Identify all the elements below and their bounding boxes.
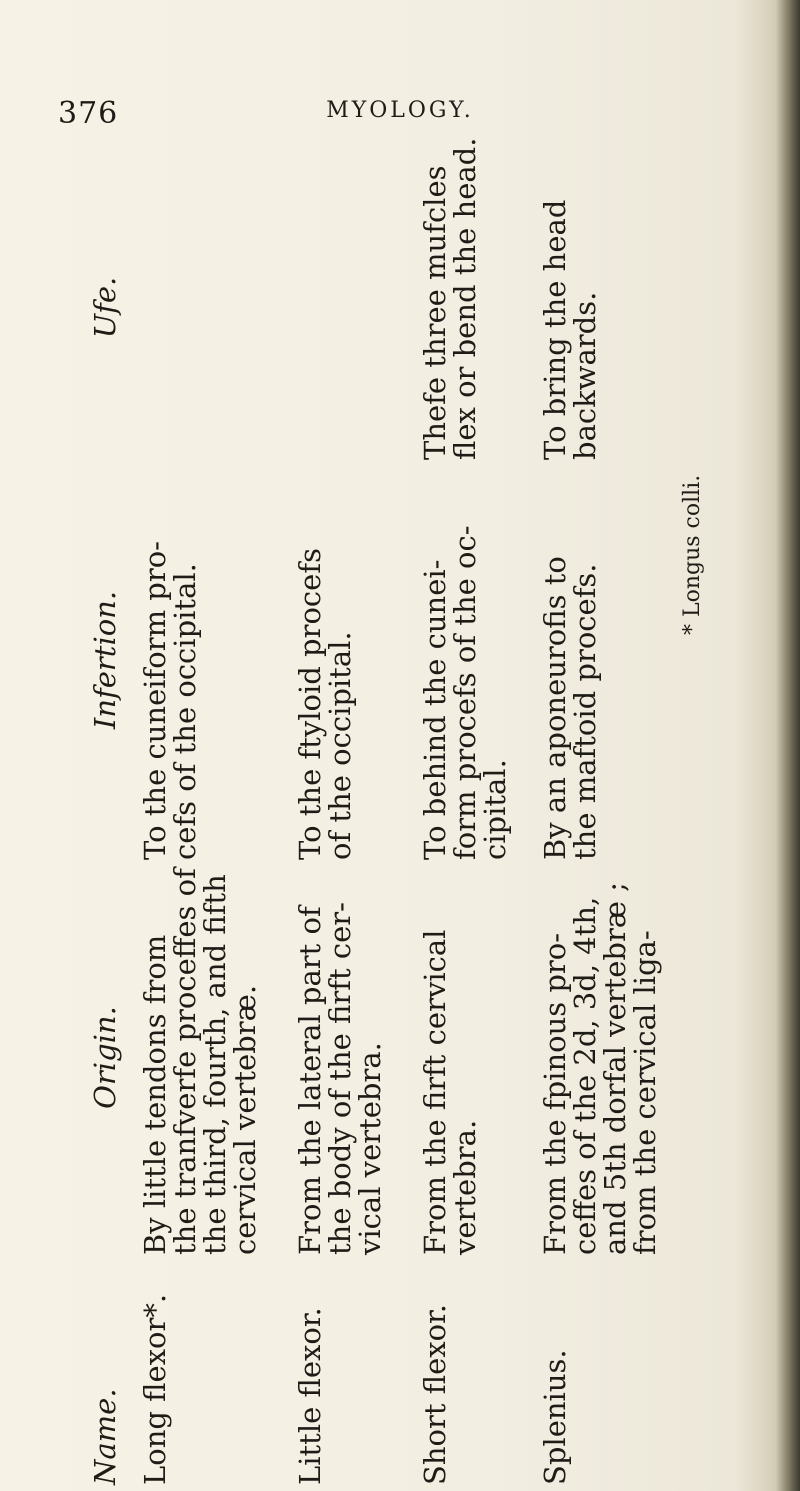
origin-line: from the cervical liga- — [628, 930, 662, 1255]
origin-line: and 5th dorfal vertebræ ; — [598, 881, 632, 1255]
header-origin: Origin. — [88, 1006, 122, 1109]
use-cell — [418, 137, 482, 460]
use-line: To bring the head — [538, 199, 572, 460]
origin-line: the third, fourth, and fifth — [198, 874, 232, 1255]
insertion-cell — [140, 460, 200, 860]
muscle-name: Long flexor*. — [138, 1293, 172, 1485]
page-edge-shadow — [776, 0, 800, 1491]
rotated-table — [80, 137, 770, 1485]
use-line: backwards. — [568, 291, 602, 460]
muscle-name: Short flexor. — [418, 1304, 452, 1485]
insertion-line: cefs of the occipital. — [168, 563, 202, 860]
footnote: * Longus colli. — [680, 474, 705, 635]
header-name: Name. — [88, 1388, 122, 1485]
insertion-cell — [295, 460, 355, 860]
insertion-line: By an aponeurofis to — [538, 556, 572, 860]
insertion-line: To the ftyloid procefs — [293, 548, 327, 860]
origin-line: By little tendons from — [138, 934, 172, 1255]
insertion-cell — [420, 460, 510, 860]
origin-line: the tranfverfe proceffes of — [168, 868, 202, 1255]
origin-cell — [540, 860, 660, 1255]
header-insertion: Infertion. — [88, 590, 122, 730]
origin-line: ceffes of the 2d, 3d, 4th, — [568, 896, 602, 1255]
insertion-line: of the occipital. — [323, 631, 357, 860]
origin-line: From the lateral part of — [293, 906, 327, 1255]
origin-cell — [420, 860, 480, 1255]
insertion-line: cipital. — [478, 759, 512, 860]
insertion-line: To behind the cunei- — [418, 559, 452, 860]
header-use: Ufe. — [88, 276, 122, 339]
origin-line: From the firft cervical — [418, 929, 452, 1255]
use-cell — [540, 155, 600, 460]
running-head: MYOLOGY. — [326, 98, 474, 123]
origin-line: the body of the firft cer- — [323, 902, 357, 1255]
origin-cell — [140, 860, 260, 1255]
muscle-name: Little flexor. — [293, 1307, 327, 1485]
muscle-name: Splenius. — [538, 1349, 572, 1485]
origin-line: From the fpinous pro- — [538, 932, 572, 1255]
page-number: 376 — [58, 96, 119, 131]
insertion-line: the maftoid procefs. — [568, 563, 602, 860]
insertion-line: To the cuneiform pro- — [138, 541, 172, 860]
use-line: Thefe three mufcles — [418, 165, 452, 460]
insertion-cell — [540, 460, 600, 860]
origin-line: cervical vertebræ. — [228, 984, 262, 1255]
origin-cell — [295, 860, 385, 1255]
origin-line: vical vertebra. — [353, 1042, 387, 1255]
insertion-line: form procefs of the oc- — [448, 525, 482, 860]
origin-line: vertebra. — [448, 1119, 482, 1255]
use-line: flex or bend the head. — [448, 137, 482, 460]
